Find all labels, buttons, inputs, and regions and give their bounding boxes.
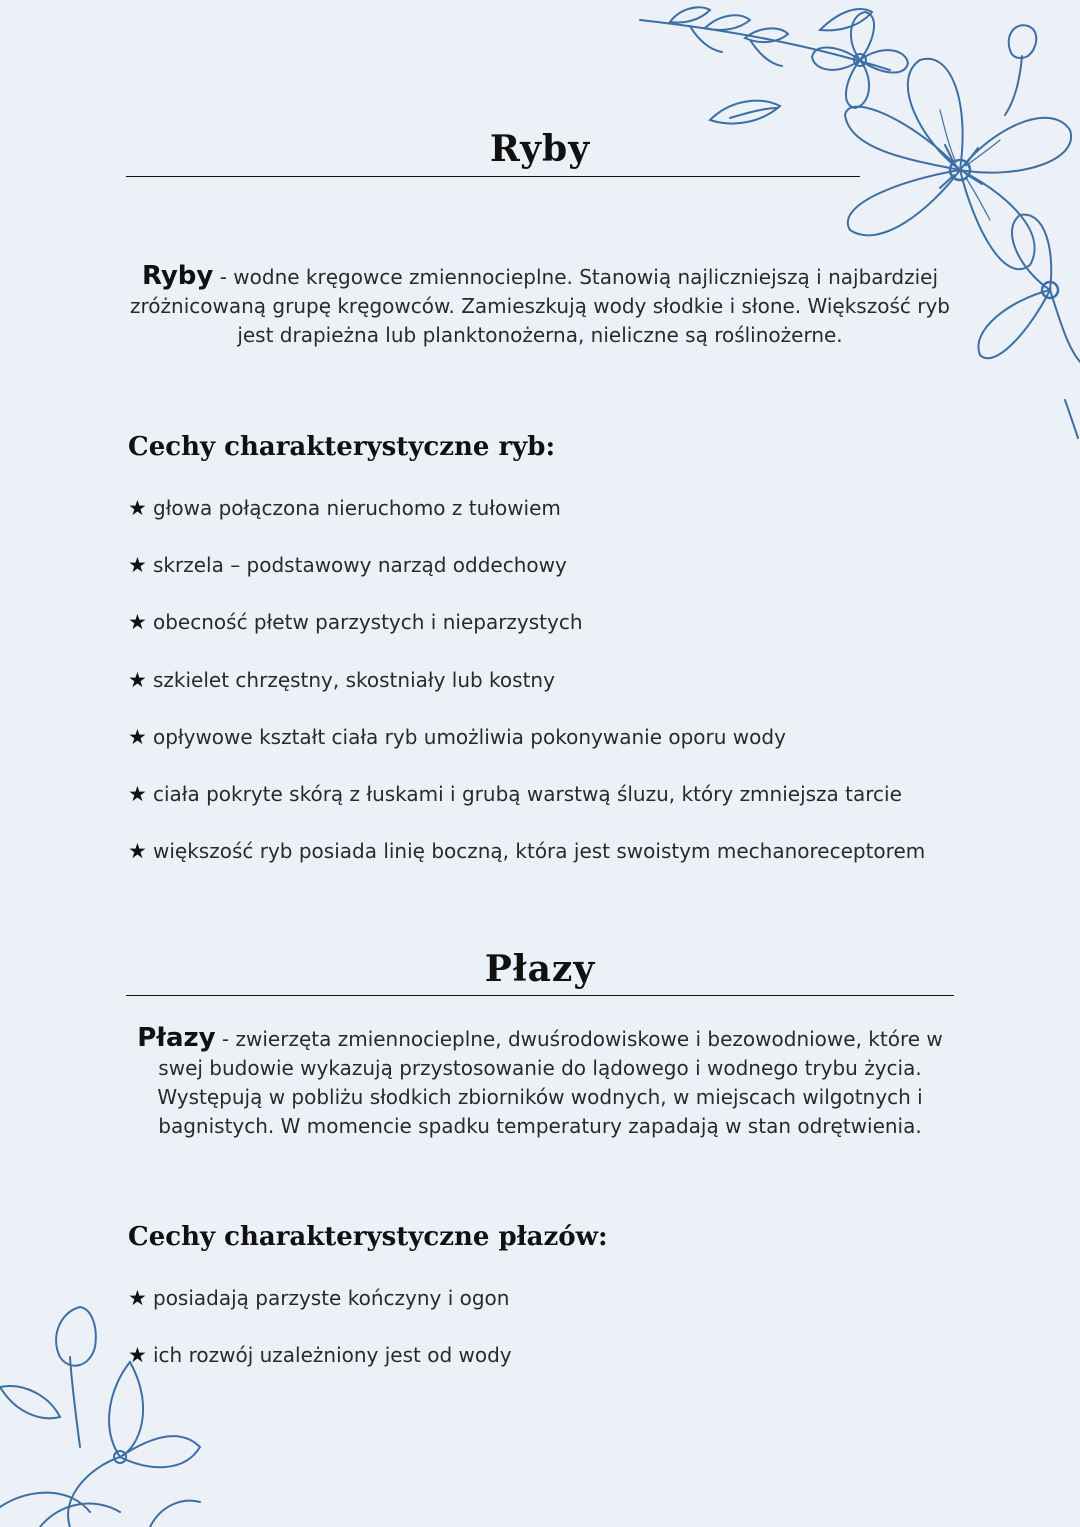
intro-text: - zwierzęta zmiennocieplne, dwuśrodowiskowe i bezowodniowe, które w swej budowie wykazują przystosowanie do lądowego i wodnego trybu życia. Występują w pobliżu słodkich zbiorników wodnych, w miejscach wilgotnych i bagnistych. W momencie spadku temperatury zapadają w stan odrętwienia. (157, 1027, 943, 1138)
star-icon: ★ (128, 724, 147, 749)
intro-term: Ryby (141, 261, 214, 291)
section-title-ryby: Ryby (489, 128, 591, 170)
title-divider (126, 176, 860, 177)
list-item: ★ ciała pokryte skórą z łuskami i grubą warstwą śluzu, który zmniejsza tarcie (128, 779, 925, 836)
list-item: ★ opływowe kształt ciała ryb umożliwia pokonywanie oporu wody (128, 722, 925, 779)
star-icon: ★ (128, 496, 147, 520)
star-icon: ★ (128, 610, 147, 635)
intro-text: - wodne kręgowce zmiennocieplne. Stanowią najliczniejszą i najbardziej zróżnicowaną grupę kręgowców. Zamieszkują wody słodkie i słone. Większość ryb jest drapieżna lub planktonożerna, nieliczne są roślinożerne. (130, 265, 950, 347)
intro-paragraph-ryby (126, 262, 954, 350)
star-icon: ★ (128, 839, 147, 864)
list-item: ★ ich rozwój uzależniony jest od wody (128, 1340, 512, 1397)
features-list-ryby (128, 493, 925, 893)
star-icon: ★ (128, 553, 147, 578)
list-item: ★ głowa połączona nieruchomo z tułowiem (128, 493, 925, 550)
list-item: ★ szkielet chrzęstny, skostniały lub kostny (128, 665, 925, 722)
star-icon: ★ (128, 1343, 147, 1368)
list-item: ★ posiadają parzyste kończyny i ogon (128, 1283, 512, 1340)
floral-corner-top-right-icon (610, 0, 1080, 440)
features-list-plazy (128, 1283, 512, 1397)
star-icon: ★ (128, 1286, 147, 1310)
subheading-plazy: Cechy charakterystyczne płazów: (128, 1222, 608, 1252)
subheading-ryby: Cechy charakterystyczne ryb: (128, 432, 556, 462)
intro-paragraph-plazy (126, 1024, 954, 1141)
section-title-plazy: Płazy (484, 948, 596, 990)
list-item: ★ skrzela – podstawowy narząd oddechowy (128, 550, 925, 607)
star-icon: ★ (128, 781, 147, 806)
list-item: ★ obecność płetw parzystych i nieparzystych (128, 607, 925, 664)
intro-term: Płazy (137, 1023, 216, 1053)
star-icon: ★ (128, 667, 147, 692)
title-divider (126, 995, 954, 996)
list-item: ★ większość ryb posiada linię boczną, która jest swoistym mechanoreceptorem (128, 836, 925, 893)
